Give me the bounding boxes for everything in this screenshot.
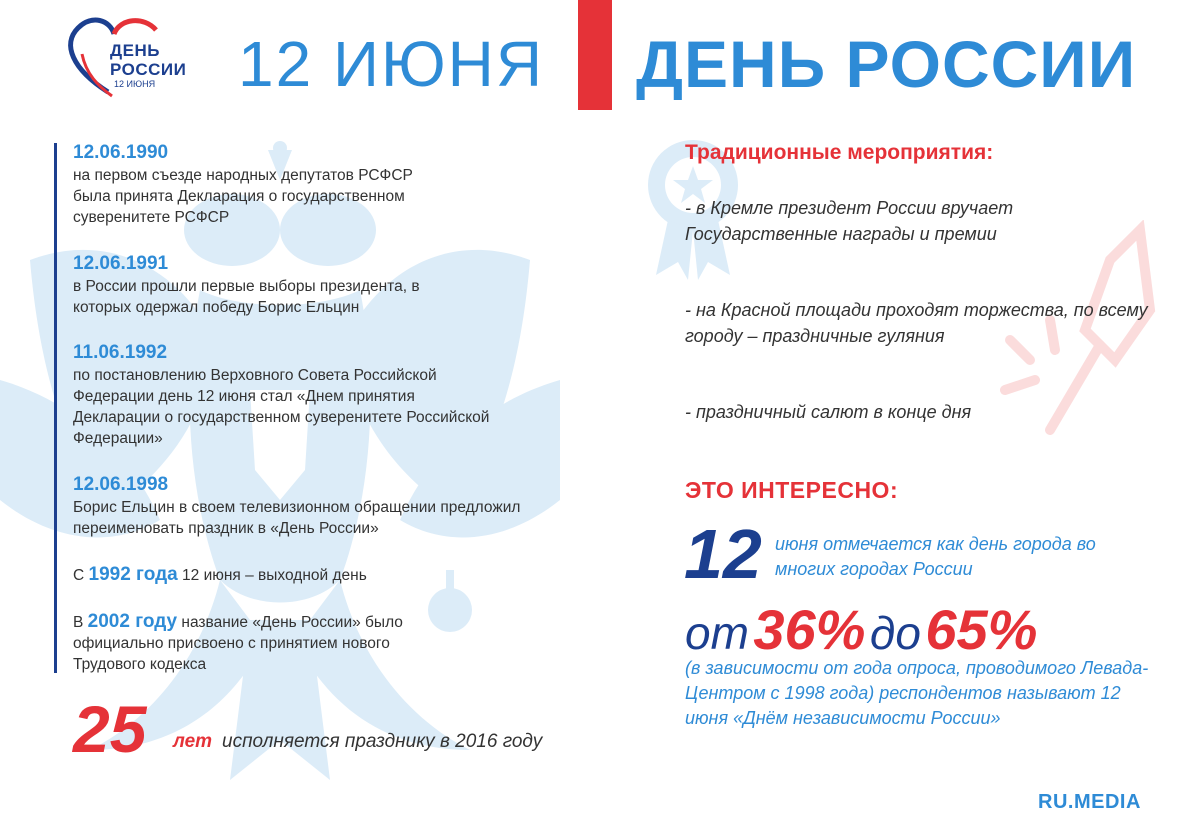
timeline-year: 12.06.1990 — [73, 142, 169, 163]
timeline-text: Борис Ельцин в своем телевизионном обращении предложил переименовать праздник в «День России» — [73, 499, 521, 537]
timeline-text: на первом съезде народных депутатов РСФСР была принята Декларация о государственном суверенитете РСФСР — [73, 167, 413, 226]
poll-note: (в зависимости от года опроса, проводимого Левада-Центром с 1998 года) респондентов называют 12 июня «Днём независимости России» — [685, 658, 1149, 728]
timeline-text: по постановлению Верховного Совета Российской Федерации день 12 июня стал «Днем принятия Декларации о государственном суверенитете Российской Федерации» — [73, 367, 490, 447]
poll-to-word: до — [869, 607, 921, 659]
interesting-big-text: июня отмечается как день города во многих городах России — [775, 534, 1096, 579]
fact-2002 — [73, 611, 463, 675]
poll-from-value: 36% — [753, 598, 866, 661]
event-item: - праздничный салют в конце дня — [685, 402, 972, 422]
timeline-item — [73, 141, 543, 228]
timeline-item — [73, 473, 543, 539]
header-date: 12 ИЮНЯ — [238, 28, 545, 100]
event-item: - на Красной площади проходят торжества, по всему городу – праздничные гуляния — [685, 300, 1148, 346]
logo-text-date: 12 ИЮНЯ — [114, 79, 156, 89]
poll-from-word: от — [685, 607, 749, 659]
brand-logo: RU.MEDIA — [1038, 791, 1141, 813]
event-item: - в Кремле президент России вручает Государственные награды и премии — [685, 198, 1014, 244]
events-title: Традиционные мероприятия: — [685, 141, 994, 164]
timeline-year: 12.06.1991 — [73, 253, 169, 274]
anniversary-number: 25 — [73, 692, 147, 766]
header-red-divider — [578, 0, 612, 110]
fact-1992-highlight: 1992 года — [88, 564, 178, 585]
fact-1992-suffix: 12 июня – выходной день — [182, 567, 367, 584]
logo-text-day: ДЕНЬ — [110, 41, 160, 60]
fact-1992 — [73, 564, 543, 586]
fact-1992-prefix: С — [73, 567, 85, 584]
anniversary-unit: лет — [173, 731, 213, 752]
logo-text-russia: РОССИИ — [110, 60, 187, 79]
fact-2002-prefix: В — [73, 614, 84, 631]
interesting-big-number: 12 — [684, 515, 762, 593]
timeline-item — [73, 341, 543, 449]
timeline-line — [54, 143, 57, 673]
timeline-year: 11.06.1992 — [73, 342, 168, 363]
timeline-text: в России прошли первые выборы президента, в которых одержал победу Борис Ельцин — [73, 278, 420, 316]
poll-to-value: 65% — [925, 598, 1038, 661]
interesting-title: ЭТО ИНТЕРЕСНО: — [685, 477, 899, 503]
timeline-item — [73, 252, 543, 318]
timeline-year: 12.06.1998 — [73, 474, 169, 495]
fact-2002-highlight: 2002 году — [87, 611, 178, 632]
fact-2002-suffix: название «День России» было официально присвоено с принятием нового Трудового кодекса — [73, 614, 403, 673]
page-title: ДЕНЬ РОССИИ — [636, 27, 1137, 101]
anniversary-text: исполняется празднику в 2016 году — [222, 731, 543, 752]
